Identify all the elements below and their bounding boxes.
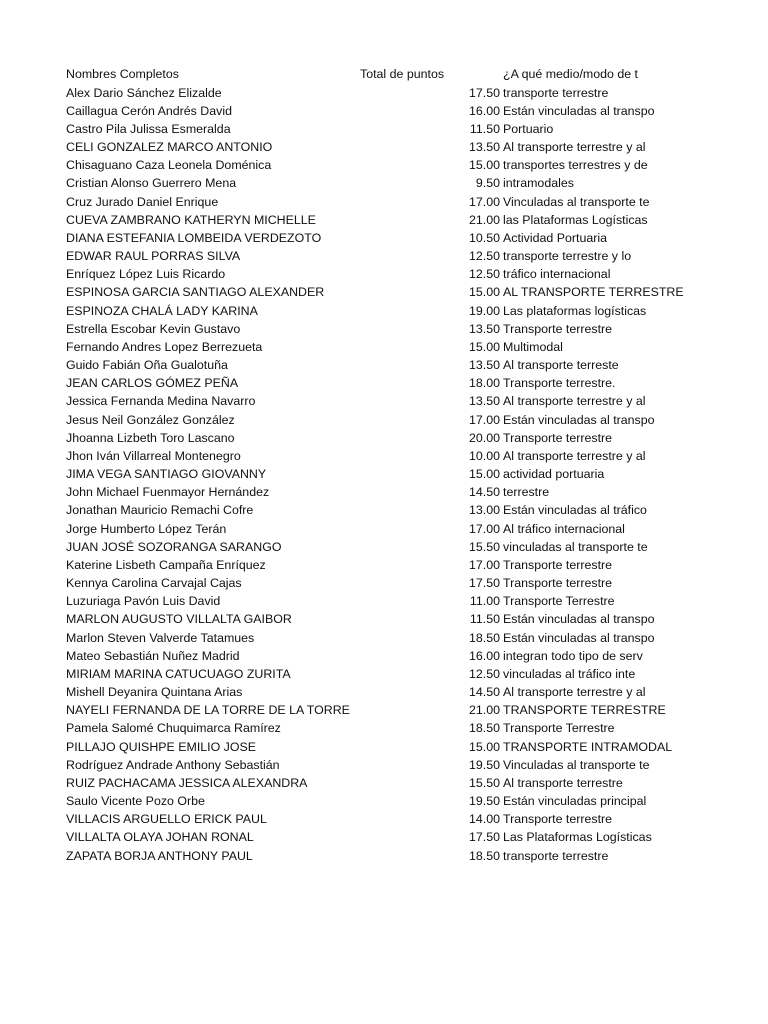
cell-medio: vinculadas al tráfico inte (503, 666, 636, 681)
cell-medio: intramodales (503, 176, 574, 191)
cell-name: Katerine Lisbeth Campaña Enríquez (66, 557, 266, 572)
cell-total: 13.50 (468, 358, 500, 373)
cell-medio: Al transporte terrestre y al (503, 448, 646, 463)
cell-total: 11.50 (469, 612, 500, 627)
table-row (0, 501, 768, 519)
cell-name: Cristian Alonso Guerrero Mena (66, 176, 237, 191)
cell-name: Kennya Carolina Carvajal Cajas (66, 576, 242, 591)
cell-total: 14.50 (468, 685, 500, 700)
cell-medio: Están vinculadas al transpo (503, 612, 655, 627)
table-row (0, 447, 768, 465)
cell-total: 15.50 (468, 539, 500, 554)
cell-name: Marlon Steven Valverde Tatamues (66, 630, 255, 645)
cell-medio: Están vinculadas al transpo (503, 103, 655, 118)
cell-name: Alex Dario Sánchez Elizalde (66, 85, 222, 100)
table-row (0, 828, 768, 846)
table-row (0, 356, 768, 374)
table-row (0, 574, 768, 592)
cell-total: 18.50 (468, 848, 500, 863)
cell-medio: Están vinculadas principal (503, 794, 647, 809)
cell-total: 16.00 (468, 648, 500, 663)
table-row (0, 392, 768, 410)
cell-medio: Al tráfico internacional (503, 521, 625, 536)
table-row (0, 102, 768, 120)
cell-total: 10.00 (468, 448, 500, 463)
cell-medio: Al transporte terreste (503, 358, 619, 373)
cell-medio: transporte terrestre (503, 848, 609, 863)
cell-total: 12.50 (468, 666, 500, 681)
cell-medio: Multimodal (503, 339, 563, 354)
cell-medio: tráfico internacional (503, 267, 611, 282)
cell-total: 18.50 (468, 721, 500, 736)
cell-name: EDWAR RAUL PORRAS SILVA (66, 249, 241, 264)
cell-medio: actividad portuaria (503, 467, 605, 482)
cell-total: 13.00 (468, 503, 500, 518)
cell-name: DIANA ESTEFANIA LOMBEIDA VERDEZOTO (66, 230, 322, 245)
cell-name: RUIZ PACHACAMA JESSICA ALEXANDRA (66, 775, 308, 790)
cell-total: 19.50 (468, 757, 500, 772)
cell-name: Jorge Humberto López Terán (66, 521, 227, 536)
cell-medio: transportes terrestres y de (503, 158, 648, 173)
table-row (0, 411, 768, 429)
cell-total: 17.50 (468, 830, 500, 845)
cell-total: 13.50 (468, 394, 500, 409)
cell-total: 18.50 (468, 630, 500, 645)
cell-name: ESPINOZA CHALÁ LADY KARINA (66, 303, 258, 318)
table-row (0, 374, 768, 392)
header-name: Nombres Completos (66, 67, 179, 81)
table-row (0, 592, 768, 610)
table-row (0, 647, 768, 665)
cell-medio: Están vinculadas al tráfico (503, 503, 647, 518)
cell-total: 13.50 (468, 321, 500, 336)
cell-medio: Transporte Terrestre (503, 721, 615, 736)
cell-total: 15.00 (468, 739, 500, 754)
cell-total: 21.00 (468, 212, 500, 227)
cell-name: Fernando Andres Lopez Berrezueta (66, 339, 263, 354)
table-row (0, 138, 768, 156)
cell-total: 20.00 (468, 430, 500, 445)
cell-medio: Transporte terrestre (503, 321, 613, 336)
cell-name: NAYELI FERNANDA DE LA TORRE DE LA TORRE (66, 703, 350, 718)
table-row (0, 810, 768, 828)
cell-name: Cruz Jurado Daniel Enrique (66, 194, 219, 209)
cell-name: Castro Pila Julissa Esmeralda (66, 121, 231, 136)
cell-name: MARLON AUGUSTO VILLALTA GAIBOR (66, 612, 292, 627)
cell-medio: Las plataformas logísticas (503, 303, 647, 318)
cell-medio: Al transporte terrestre y al (503, 685, 646, 700)
cell-medio: Transporte terrestre (503, 812, 613, 827)
cell-name: JUAN JOSÉ SOZORANGA SARANGO (66, 539, 282, 554)
cell-total: 11.00 (469, 594, 500, 609)
cell-total: 17.00 (468, 557, 500, 572)
table-row (0, 465, 768, 483)
cell-name: ZAPATA BORJA ANTHONY PAUL (66, 848, 253, 863)
cell-name: Rodríguez Andrade Anthony Sebastián (66, 757, 280, 772)
cell-name: MIRIAM MARINA CATUCUAGO ZURITA (66, 666, 291, 681)
cell-name: Chisaguano Caza Leonela Doménica (66, 158, 272, 173)
cell-name: Jonathan Mauricio Remachi Cofre (66, 503, 254, 518)
cell-medio: Transporte terrestre. (503, 376, 616, 391)
table-row (0, 756, 768, 774)
cell-medio: terrestre (503, 485, 550, 500)
cell-total: 19.50 (468, 794, 500, 809)
table-row (0, 665, 768, 683)
cell-medio: Están vinculadas al transpo (503, 630, 655, 645)
cell-medio: integran todo tipo de serv (503, 648, 643, 663)
table-row (0, 429, 768, 447)
cell-name: Pamela Salomé Chuquimarca Ramírez (66, 721, 281, 736)
cell-name: Caillagua Cerón Andrés David (66, 103, 232, 118)
cell-medio: Transporte terrestre (503, 557, 613, 572)
cell-name: JEAN CARLOS GÓMEZ PEÑA (66, 376, 239, 391)
cell-name: Luzuriaga Pavón Luis David (66, 594, 221, 609)
cell-total: 11.50 (469, 121, 500, 136)
table-row (0, 229, 768, 247)
cell-medio: AL TRANSPORTE TERRESTRE (503, 285, 684, 300)
cell-name: Estrella Escobar Kevin Gustavo (66, 321, 241, 336)
table-row (0, 483, 768, 501)
table-row (0, 283, 768, 301)
cell-medio: TRANSPORTE TERRESTRE (503, 703, 666, 718)
cell-name: PILLAJO QUISHPE EMILIO JOSE (66, 739, 257, 754)
cell-total: 15.00 (468, 339, 500, 354)
cell-name: VILLACIS ARGUELLO ERICK PAUL (66, 812, 267, 827)
cell-name: Saulo Vicente Pozo Orbe (66, 794, 205, 809)
cell-total: 17.50 (468, 576, 500, 591)
cell-medio: TRANSPORTE INTRAMODAL (503, 739, 673, 754)
table-row (0, 120, 768, 138)
header-row (0, 65, 768, 83)
cell-name: Jessica Fernanda Medina Navarro (66, 394, 256, 409)
cell-name: CELI GONZALEZ MARCO ANTONIO (66, 140, 273, 154)
header-total: Total de puntos (360, 67, 445, 81)
cell-total: 19.00 (468, 303, 500, 318)
cell-total: 9.50 (475, 176, 500, 191)
table-row (0, 174, 768, 192)
cell-total: 15.00 (468, 467, 500, 482)
cell-medio: Vinculadas al transporte te (503, 194, 650, 209)
table-row (0, 556, 768, 574)
cell-name: Guido Fabián Oña Gualotuña (66, 358, 228, 373)
table-row (0, 520, 768, 538)
cell-total: 17.00 (468, 194, 500, 209)
table-row (0, 338, 768, 356)
cell-name: Mateo Sebastián Nuñez Madrid (66, 648, 240, 663)
cell-total: 15.00 (468, 158, 500, 173)
cell-medio: transporte terrestre (503, 85, 609, 100)
cell-medio: Transporte terrestre (503, 576, 613, 591)
cell-total: 17.00 (468, 521, 500, 536)
table-row (0, 847, 768, 865)
cell-total: 13.50 (468, 140, 500, 154)
table-row (0, 792, 768, 810)
cell-name: Jhon Iván Villarreal Montenegro (66, 448, 241, 463)
cell-name: JIMA VEGA SANTIAGO GIOVANNY (66, 467, 267, 482)
table-row (0, 211, 768, 229)
cell-medio: Transporte Terrestre (503, 594, 615, 609)
cell-name: John Michael Fuenmayor Hernández (66, 485, 270, 500)
cell-medio: Al transporte terrestre y al (503, 140, 646, 154)
cell-medio: Al transporte terrestre (503, 775, 623, 790)
cell-name: Mishell Deyanira Quintana Arias (66, 685, 243, 700)
cell-total: 12.50 (468, 267, 500, 282)
table-row (0, 84, 768, 102)
cell-name: VILLALTA OLAYA JOHAN RONAL (66, 830, 254, 845)
table-row (0, 302, 768, 320)
cell-medio: Portuario (503, 121, 554, 136)
table-row (0, 774, 768, 792)
table-row (0, 629, 768, 647)
cell-total: 14.00 (468, 812, 500, 827)
table-row (0, 683, 768, 701)
table-row (0, 247, 768, 265)
cell-medio: Al transporte terrestre y al (503, 394, 646, 409)
cell-medio: Las Plataformas Logísticas (503, 830, 652, 845)
cell-total: 17.00 (468, 412, 500, 427)
header-medio: ¿A qué medio/modo de t (503, 67, 639, 81)
cell-total: 21.00 (468, 703, 500, 718)
cell-name: ESPINOSA GARCIA SANTIAGO ALEXANDER (66, 285, 325, 300)
table-row (0, 265, 768, 283)
cell-name: CUEVA ZAMBRANO KATHERYN MICHELLE (66, 212, 316, 227)
cell-medio: transporte terrestre y lo (503, 249, 632, 264)
table-row (0, 610, 768, 628)
cell-total: 14.50 (468, 485, 500, 500)
cell-name: Jesus Neil González González (66, 412, 235, 427)
cell-total: 18.00 (468, 376, 500, 391)
cell-medio: Vinculadas al transporte te (503, 757, 650, 772)
cell-total: 17.50 (468, 85, 500, 100)
table-row (0, 156, 768, 174)
cell-total: 16.00 (468, 103, 500, 118)
cell-total: 12.50 (468, 249, 500, 264)
cell-name: Jhoanna Lizbeth Toro Lascano (66, 430, 235, 445)
cell-medio: Transporte terrestre (503, 430, 613, 445)
cell-total: 15.00 (468, 285, 500, 300)
table-row (0, 193, 768, 211)
cell-total: 10.50 (468, 230, 500, 245)
cell-medio: Están vinculadas al transpo (503, 412, 655, 427)
cell-medio: las Plataformas Logísticas (503, 212, 648, 227)
table-row (0, 538, 768, 556)
table-row (0, 320, 768, 338)
cell-total: 15.50 (468, 775, 500, 790)
cell-medio: Actividad Portuaria (503, 230, 607, 245)
cell-medio: vinculadas al transporte te (503, 539, 648, 554)
cell-name: Enríquez López Luis Ricardo (66, 267, 226, 282)
table-row (0, 719, 768, 737)
table-row (0, 701, 768, 719)
table-row (0, 738, 768, 756)
